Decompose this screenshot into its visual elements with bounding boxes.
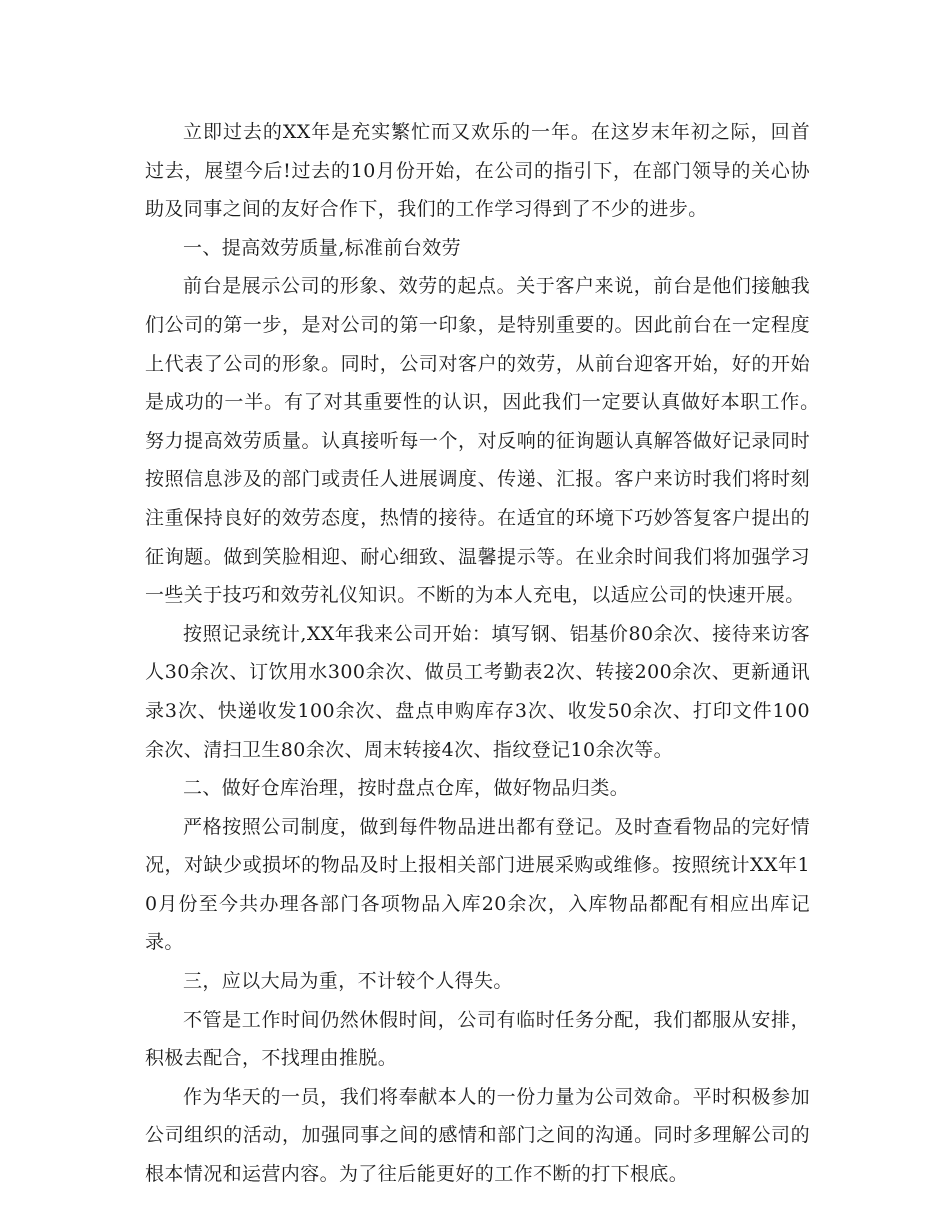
paragraph-intro: 立即过去的XX年是充实繁忙而又欢乐的一年。在这岁末年初之际，回首过去，展望今后!过去的10月份开始，在公司的指引下，在部门领导的关心协助及同事之间的友好合作下，我们的工作学习得到了不少的进步。 [145,121,810,221]
paragraph-front-desk: 前台是展示公司的形象、效劳的起点。关于客户来说，前台是他们接触我们公司的第一步，是对公司的第一印象，是特别重要的。因此前台在一定程度上代表了公司的形象。同时，公司对客户的效劳，从前台迎客开始，好的开始是成功的一半。有了对其重要性的认识，因此我们一定要认真做好本职工作。 努力提高效劳质量。认真接听每一个，对反响的征询题认真解答做好记录同时按照信息涉及的部门或责任人进展调度、传递、汇报。客户来访时我们将时刻注重保持良好的效劳态度，热情的接待。在适宜的环境下巧妙答复客户提出的征询题。做到笑脸相迎、耐心细致、温馨提示等。在业余时间我们将加强学习一些关于技巧和效劳礼仪知识。不断的为本人充电，以适应公司的快速开展。 [145,275,830,607]
paragraph-statistics: 按照记录统计,XX年我来公司开始：填写钢、铝基价80余次、接待来访客人30余次、订饮用水300余次、做员工考勤表2次、转接200余次、更新通讯录3次、快递收发100余次、盘点申购库存3次、收发50余次、打印文件100余次、清扫卫生80余次、周末转接4次、指纹登记10余次等。 [145,622,810,761]
section-heading-3: 三，应以大局为重，不计较个人得失。 [183,970,513,993]
paragraph-warehouse: 严格按照公司制度，做到每件物品进出都有登记。及时查看物品的完好情况，对缺少或损坏的物品及时上报相关部门进展采购或维修。按照统计XX年10月份至今共办理各部门各项物品入库20余次，入库物品都配有相应出库记录。 [145,815,810,954]
section-heading-1: 一、提高效劳质量,标准前台效劳 [183,236,462,259]
section-heading-2: 二、做好仓库治理，按时盘点仓库，做好物品归类。 [183,777,630,800]
document-body [145,113,830,1194]
paragraph-closing: 作为华天的一员，我们将奉献本人的一份力量为公司效命。平时积极参加公司组织的活动，加强同事之间的感情和部门之间的沟通。同时多理解公司的根本情况和运营内容。为了往后能更好的工作不断的打下根底。 [145,1085,810,1186]
paragraph-cooperation: 不管是工作时间仍然休假时间，公司有临时任务分配，我们都服从安排，积极去配合，不找理由推脱。 [145,1008,810,1070]
